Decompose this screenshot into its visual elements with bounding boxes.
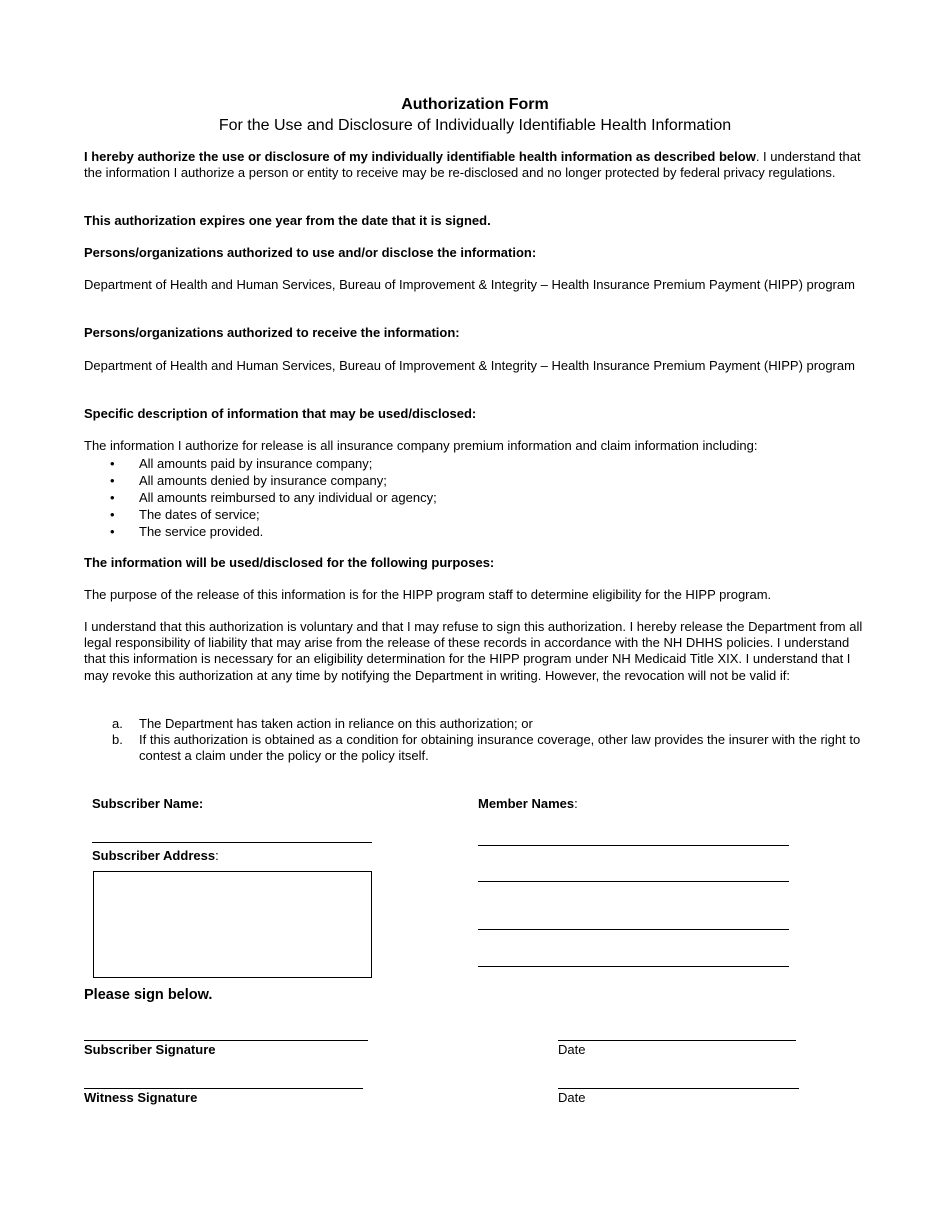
intro-bold: I hereby authorize the use or disclosure of my individually identifiable health information as described below (84, 149, 756, 164)
member-names-label (478, 796, 578, 811)
recipients-text: Department of Health and Human Services, Bureau of Improvement & Integrity – Health Insurance Premium Payment (HIPP) program (84, 358, 855, 373)
subscriber-address-label (92, 848, 219, 863)
subscriber-address-label-text: Subscriber Address (92, 848, 216, 863)
list-item (84, 716, 874, 732)
witness-date-label: Date (558, 1090, 586, 1105)
sign-prompt: Please sign below. (84, 987, 213, 1003)
label-colon: : (215, 848, 219, 863)
subscriber-signature-line[interactable] (84, 1040, 368, 1041)
description-intro: The information I authorize for release is all insurance company premium information and claim information including: (84, 438, 758, 453)
voluntary-text: I understand that this authorization is voluntary and that I may refuse to sign this authorization. I hereby release the Department from all legal responsibility of liability that may arise from the release of these records in accordance with the NH DHHS policies. I understand that this information is necessary for an eligibility determination for the HIPP program under NH Medicaid Title XIX. I understand that I may revoke this authorization at any time by notifying the Department in writing. However, the revocation will not be valid if: (84, 619, 863, 683)
list-item: • The dates of service; (84, 506, 874, 523)
purposes-heading: The information will be used/disclosed for the following purposes: (84, 555, 495, 570)
subscriber-date-line[interactable] (558, 1040, 796, 1041)
subscriber-name-field[interactable] (92, 842, 372, 843)
subscriber-address-box[interactable] (93, 871, 372, 978)
member-name-line-4[interactable] (478, 966, 789, 967)
list-item: • All amounts reimbursed to any individual or agency; (84, 489, 874, 506)
member-name-line-1[interactable] (478, 845, 789, 846)
member-name-line-2[interactable] (478, 881, 789, 882)
form-title: Authorization Form (401, 96, 549, 113)
form-subtitle: For the Use and Disclosure of Individually Identifiable Health Information (218, 117, 732, 134)
list-item: • All amounts denied by insurance company; (84, 472, 874, 489)
subscriber-signature-label: Subscriber Signature (84, 1042, 216, 1057)
expiry-statement: This authorization expires one year from the date that it is signed. (84, 213, 491, 228)
intro-paragraph (84, 149, 874, 181)
subscriber-name-label: Subscriber Name: (92, 796, 204, 811)
subscriber-date-label: Date (558, 1042, 586, 1057)
witness-signature-label: Witness Signature (84, 1090, 198, 1105)
disclosers-heading: Persons/organizations authorized to use and/or disclose the information: (84, 245, 537, 260)
list-item: • The service provided. (84, 523, 874, 540)
witness-date-line[interactable] (558, 1088, 799, 1089)
witness-signature-line[interactable] (84, 1088, 363, 1089)
list-marker: b. (112, 732, 123, 748)
list-item-text: If this authorization is obtained as a condition for obtaining insurance coverage, other law provides the insurer with the right to contest a claim under the policy or the policy itself. (139, 732, 861, 764)
description-list (84, 455, 874, 540)
label-colon: : (574, 796, 578, 811)
intro-rest: . I understand that the information I authorize a person or entity to receive may be re-disclosed and no longer protected by federal privacy regulations. (84, 149, 861, 181)
list-item (84, 732, 874, 764)
list-marker: a. (112, 716, 123, 731)
description-heading: Specific description of information that may be used/disclosed: (84, 406, 477, 421)
list-item-text: The Department has taken action in reliance on this authorization; or (139, 716, 533, 731)
disclosers-text: Department of Health and Human Services, Bureau of Improvement & Integrity – Health Insurance Premium Payment (HIPP) program (84, 277, 855, 292)
purposes-text: The purpose of the release of this information is for the HIPP program staff to determine eligibility for the HIPP program. (84, 587, 772, 602)
member-name-line-3[interactable] (478, 929, 789, 930)
recipients-heading: Persons/organizations authorized to receive the information: (84, 325, 460, 340)
list-item: • All amounts paid by insurance company; (84, 455, 874, 472)
member-names-label-text: Member Names (478, 796, 575, 811)
revocation-conditions (84, 716, 874, 765)
